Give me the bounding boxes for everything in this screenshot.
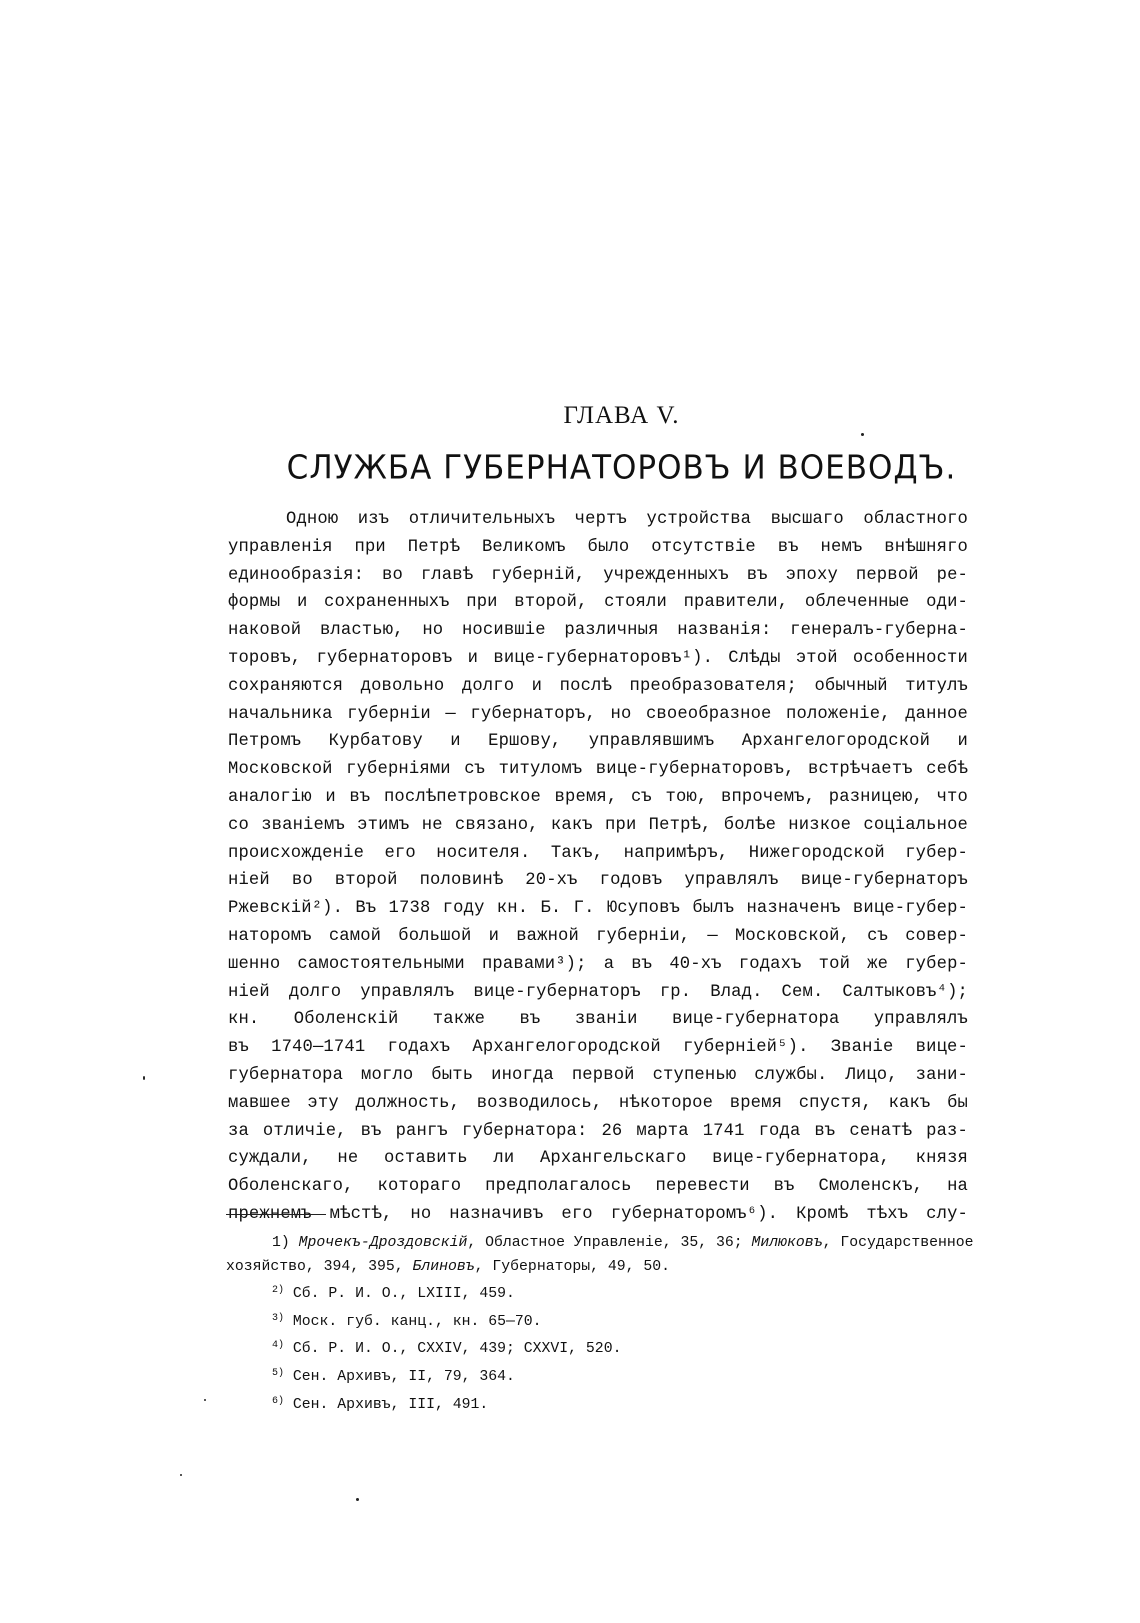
footnote-mark: 2) <box>272 1285 285 1297</box>
footnote-author: Милюковъ <box>751 1235 823 1251</box>
body-line: начальника губерніи — губернаторъ, но своеобразное положеніе, данное <box>228 704 968 724</box>
body-line: Петромъ Курбатову и Ершову, управлявшимъ Архангелогородской и <box>228 732 968 752</box>
scan-speck <box>356 1498 359 1501</box>
body-line: суждали, не оставить ли Архангельскаго вице-губернатора, князя <box>228 1149 968 1169</box>
body-line: со званіемъ этимъ не связано, какъ при Петрѣ, болѣе низкое соціальное <box>228 815 968 835</box>
body-line: за отличіе, въ рангъ губернатора: 26 марта 1741 года въ сенатѣ раз- <box>228 1121 968 1141</box>
body-line: формы и сохраненныхъ при второй, стояли правители, облеченные оди- <box>228 593 968 613</box>
body-line: Оболенскаго, котораго предполагалось перевести въ Смоленскъ, на <box>228 1177 968 1197</box>
body-line: въ 1740—1741 годахъ Архангелогородской губерніей⁵). Званіе вице- <box>228 1038 968 1058</box>
body-line: Одною изъ отличительныхъ чертъ устройства высшаго областного <box>286 510 968 529</box>
footnote-mark: 1) <box>272 1235 290 1251</box>
scan-speck <box>143 1076 145 1080</box>
scan-speck <box>861 433 864 436</box>
footnote-2 <box>226 1279 966 1307</box>
footnote-text: хозяйство, 394, 395, <box>226 1258 413 1275</box>
body-line: Московской губерніями съ титуломъ вице-губернаторовъ, встрѣчаетъ себѣ <box>228 760 968 780</box>
body-line: шенно самостоятельными правами³); а въ 40-хъ годахъ той же губер- <box>228 954 968 974</box>
body-line: Ржевскій²). Въ 1738 году кн. Б. Г. Юсуповъ былъ назначенъ вице-губер- <box>228 899 968 919</box>
body-line: торовъ, губернаторовъ и вице-губернаторовъ¹). Слѣды этой особенности <box>228 648 968 668</box>
footnote-text: Сб. Р. И. О., CXXIV, 439; CXXVI, 520. <box>292 1341 622 1358</box>
footnote-mark: 4) <box>272 1340 285 1352</box>
body-text <box>228 506 968 1229</box>
body-line: губернатора могло быть иногда первой ступенью службы. Лицо, зани- <box>228 1065 968 1085</box>
footnotes <box>226 1232 974 1417</box>
footnote-author: Мрочекъ-Дроздовскій <box>298 1235 468 1251</box>
footnote-text: Сб. Р. И. О., LXIII, 459. <box>292 1286 515 1303</box>
body-line: прежнемъ мѣстѣ, но назначивъ его губернаторомъ⁶). Кромѣ тѣхъ слу- <box>228 1204 968 1224</box>
footnote-text: Моск. губ. канц., кн. 65—70. <box>292 1313 542 1330</box>
body-line: сохраняются довольно долго и послѣ преобразователя; обычный титулъ <box>228 676 968 696</box>
body-line: наторомъ самой большой и важной губерніи, — Московской, съ совер- <box>228 926 968 946</box>
footnote-mark: 5) <box>272 1367 285 1379</box>
chapter-heading: ГЛАВА V. <box>563 402 680 429</box>
body-line: ніей во второй половинѣ 20-хъ годовъ управлялъ вице-губернаторъ <box>228 871 968 891</box>
body-line: управленія при Петрѣ Великомъ было отсутствіе въ немъ внѣшняго <box>228 537 968 557</box>
footnote-3 <box>226 1307 966 1335</box>
body-line: наковой властью, но носившіе различныя названія: генералъ-губерна- <box>228 621 968 641</box>
body-line: единообразія: во главѣ губерній, учрежденныхъ въ эпоху первой ре- <box>228 565 968 585</box>
footnote-mark: 3) <box>272 1312 285 1324</box>
footnote-mark: 6) <box>272 1395 285 1407</box>
footnote-1 <box>226 1232 974 1256</box>
footnote-text: Сен. Архивъ, III, 491. <box>292 1396 489 1413</box>
body-line: кн. Оболенскій также въ званіи вице-губернатора управлялъ <box>228 1010 968 1030</box>
footnote-5 <box>226 1362 966 1390</box>
scan-speck <box>204 1399 206 1401</box>
footnote-4 <box>226 1334 966 1362</box>
footnote-text: , Областное Управленіе, 35, 36; <box>467 1235 752 1251</box>
body-line: мавшее эту должность, возводилось, нѣкоторое время спустя, какъ бы <box>228 1093 968 1113</box>
footnote-1-continued <box>226 1256 966 1280</box>
body-line: аналогію и въ послѣпетровское время, съ тою, впрочемъ, разницею, что <box>228 787 968 807</box>
body-line: ніей долго управлялъ вице-губернаторъ гр. Влад. Сем. Салтыковъ⁴); <box>228 982 968 1002</box>
scan-speck <box>180 1474 182 1476</box>
footnote-text: Сен. Архивъ, II, 79, 364. <box>292 1368 515 1385</box>
chapter-title: СЛУЖБА ГУБЕРНАТОРОВЪ И ВОЕВОДЪ. <box>286 449 957 487</box>
footnote-text: , Государственное <box>822 1235 974 1251</box>
body-line: происхожденіе его носителя. Такъ, напримѣръ, Нижегородской губер- <box>228 843 968 863</box>
footnote-divider <box>226 1214 326 1215</box>
footnote-6 <box>226 1390 966 1418</box>
footnote-text: , Губернаторы, 49, 50. <box>474 1258 671 1275</box>
footnote-author: Блиновъ <box>412 1258 475 1275</box>
